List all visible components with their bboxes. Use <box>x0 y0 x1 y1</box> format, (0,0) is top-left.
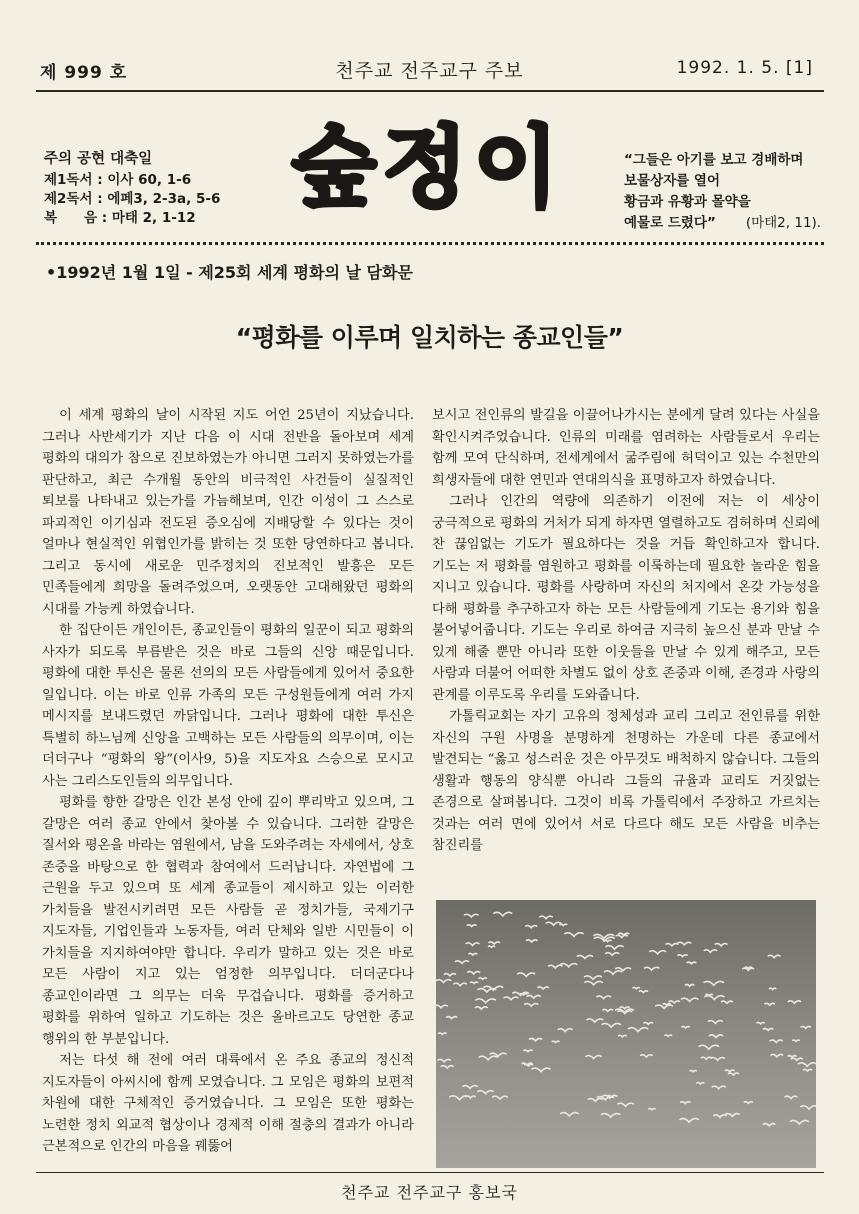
paragraph: 평화를 향한 갈망은 인간 본성 안에 깊이 뿌리박고 있으며, 그 갈망은 여러 종교 안에서 찾아볼 수 있습니다. 그러한 갈망은 질서와 평온을 바라는 염원에서, 남을 도와주려는 자세에서, 상호 존중을 바탕으로 한 협력과 참여에서 드러납니다. 자연법에 그 근원을 두고 있으며 또 세계 종교들이 제시하고 있는 이러한 가치들을 발전시키려면 모든 사람들 곧 정치가들, 국제기구 지도자들, 기업인들과 노동자들, 여러 단체와 일반 시민들이 이 가치들을 지지하여야만 합니다. 우리가 말하고 있는 것은 바로 모든 사람이 지고 있는 엄정한 의무입니다. 더더군다나 종교인이라면 그 의무는 더욱 무겁습니다. 평화를 증거하고 평화를 위하여 일하고 기도하는 것은 올바르고도 당연한 종교 행위의 한 부분입니다. <box>42 795 414 1047</box>
masthead-rule <box>36 242 824 245</box>
paragraph: 보시고 전인류의 발길을 이끌어나가시는 분에게 달려 있다는 사실을 확인시켜주었습니다. 인류의 미래를 염려하는 사람들로서 우리는 함께 모여 단식하며, 전세계에서 굶주림에 허덕이고 있는 수천만의 희생자들에 대한 연민과 연대의식을 표명하고자 하였습니다. <box>432 408 820 488</box>
masthead-title: 숲정이 <box>291 116 565 219</box>
birds-photo <box>436 900 816 1168</box>
body-column-left <box>42 405 414 1170</box>
reading-line: 제1독서 : 이사 60, 1-6 <box>44 172 192 188</box>
masthead-logo <box>268 110 588 220</box>
issue-number: 제 999 호 <box>40 63 128 83</box>
scripture-quote <box>624 150 834 234</box>
paragraph: 저는 다섯 해 전에 여러 대륙에서 온 주요 종교의 정신적 지도자들이 아씨시에 함께 모였습니다. 그 모임은 평화의 보편적 차원에 대한 구체적인 증거였습니다. 그 모임은 또한 평화는 노련한 정치 외교적 협상이나 경제적 이해 절충의 결과가 아니라 근본적으로 인간의 마음을 꿰뚫어 <box>42 1053 414 1154</box>
paragraph: 가톨릭교회는 자기 고유의 정체성과 교리 그리고 전인류를 위한 자신의 구원 사명을 분명하게 천명하는 가운데 다른 종교에서 발견되는 “옳고 성스러운 것은 아무것도 배척하지 않습니다. 그들의 생활과 행동의 양식뿐 아니라 그들의 규율과 교리도 거짓없는 존경으로 살펴봅니다. 그것이 비록 가톨릭에서 주장하고 가르치는 것과는 여러 면에 있어서 서로 다르다 해도 모든 사람을 비추는 참진리를 <box>432 709 820 853</box>
quote-line: “그들은 아기를 보고 경배하며 <box>624 152 804 168</box>
paper-name: 천주교 전주교구 주보 <box>335 60 524 82</box>
liturgy-readings <box>44 150 284 228</box>
footer-rule <box>36 1172 824 1173</box>
article-kicker: •1992년 1월 1일 - 제25회 세계 평화의 날 담화문 <box>46 263 413 282</box>
paragraph: 그러나 인간의 역량에 의존하기 이전에 저는 이 세상이 궁극적으로 평화의 거처가 되게 하자면 열렬하고도 겸허하며 신뢰에 찬 끊임없는 기도가 필요하다는 것을 거듭 확인하고자 합니다. 기도는 저 평화를 염원하고 평화를 이룩하는데 필요한 놀라운 힘을 지니고 있습니다. 평화를 사랑하며 자신의 처지에서 온갖 가능성을 다해 평화를 추구하고자 하는 모든 사람들에게 기도는 용기와 힘을 불어넣어줍니다. 기도는 우리로 하여금 지극히 높으신 분과 만날 수 있게 해줄 뿐만 아니라 또한 이웃들을 만날 수 있게 해주고, 모든 사람과 더불어 어떠한 차별도 없이 상호 존중과 이해, 존경과 사랑의 관계를 이루도록 우리를 도와줍니다. <box>432 494 820 703</box>
liturgy-title: 주의 공현 대축일 <box>44 151 153 167</box>
quote-reference: (마태2, 11). <box>745 215 822 231</box>
paragraph: 이 세계 평화의 날이 시작된 지도 어언 25년이 지났습니다. 그러나 사반세기가 지난 다음 이 시대 전반을 돌아보며 세계 평화의 대의가 참으로 진보하였는가 아니면 그러지 못하였는가를 판단하고, 최근 수개월 동안의 비극적인 사건들이 실질적인 퇴보를 나타내고 있는가를 가늠해보며, 인간 이성이 그 스스로 파괴적인 이기심과 전도된 증오심에 지배당할 수 있다는 것이 얼마나 현실적인 위협인가를 밝히는 것 또한 당연하다고 봅니다. 그리고 동시에 새로운 민주정치의 진보적인 발흥은 모든 민족들에게 희망을 돌려주었으며, 오랫동안 고대해왔던 평화의 시대를 가능케 하였습니다. <box>42 408 414 617</box>
header-rule <box>36 90 824 92</box>
quote-line: 예물로 드렸다” (마태2, 11). <box>624 215 822 231</box>
footer-publisher: 천주교 전주교구 홍보국 <box>341 1183 518 1202</box>
reading-line: 제2독서 : 에페3, 2-3a, 5-6 <box>44 191 221 207</box>
reading-line: 복 음 : 마태 2, 1-12 <box>44 210 196 226</box>
quote-line: 황금과 유황과 몰약을 <box>624 194 751 210</box>
article-headline: “평화를 이루며 일치하는 종교인들” <box>235 323 624 352</box>
paragraph: 한 집단이든 개인이든, 종교인들이 평화의 일꾼이 되고 평화의 사자가 되도록 부름받은 것은 바로 그들의 신앙 때문입니다. 평화에 대한 투신은 물론 선의의 모든 사람들에게 있어서 중요한 일입니다. 이는 바로 인류 가족의 모든 구성원들에게 여러 가지 메시지를 보내드렸던 까닭입니다. 그러나 평화에 대한 투신은 특별히 하느님께 신앙을 고백하는 모든 사람들의 의무이며, 이는 더더구나 “평화의 왕”(이사9, 5)을 지도자요 스승으로 모시고 사는 그리스도인들의 의무입니다. <box>42 623 414 789</box>
body-column-right <box>432 405 820 895</box>
quote-line: 보물상자를 열어 <box>624 173 720 189</box>
issue-date: 1992. 1. 5. [1] <box>676 58 813 78</box>
